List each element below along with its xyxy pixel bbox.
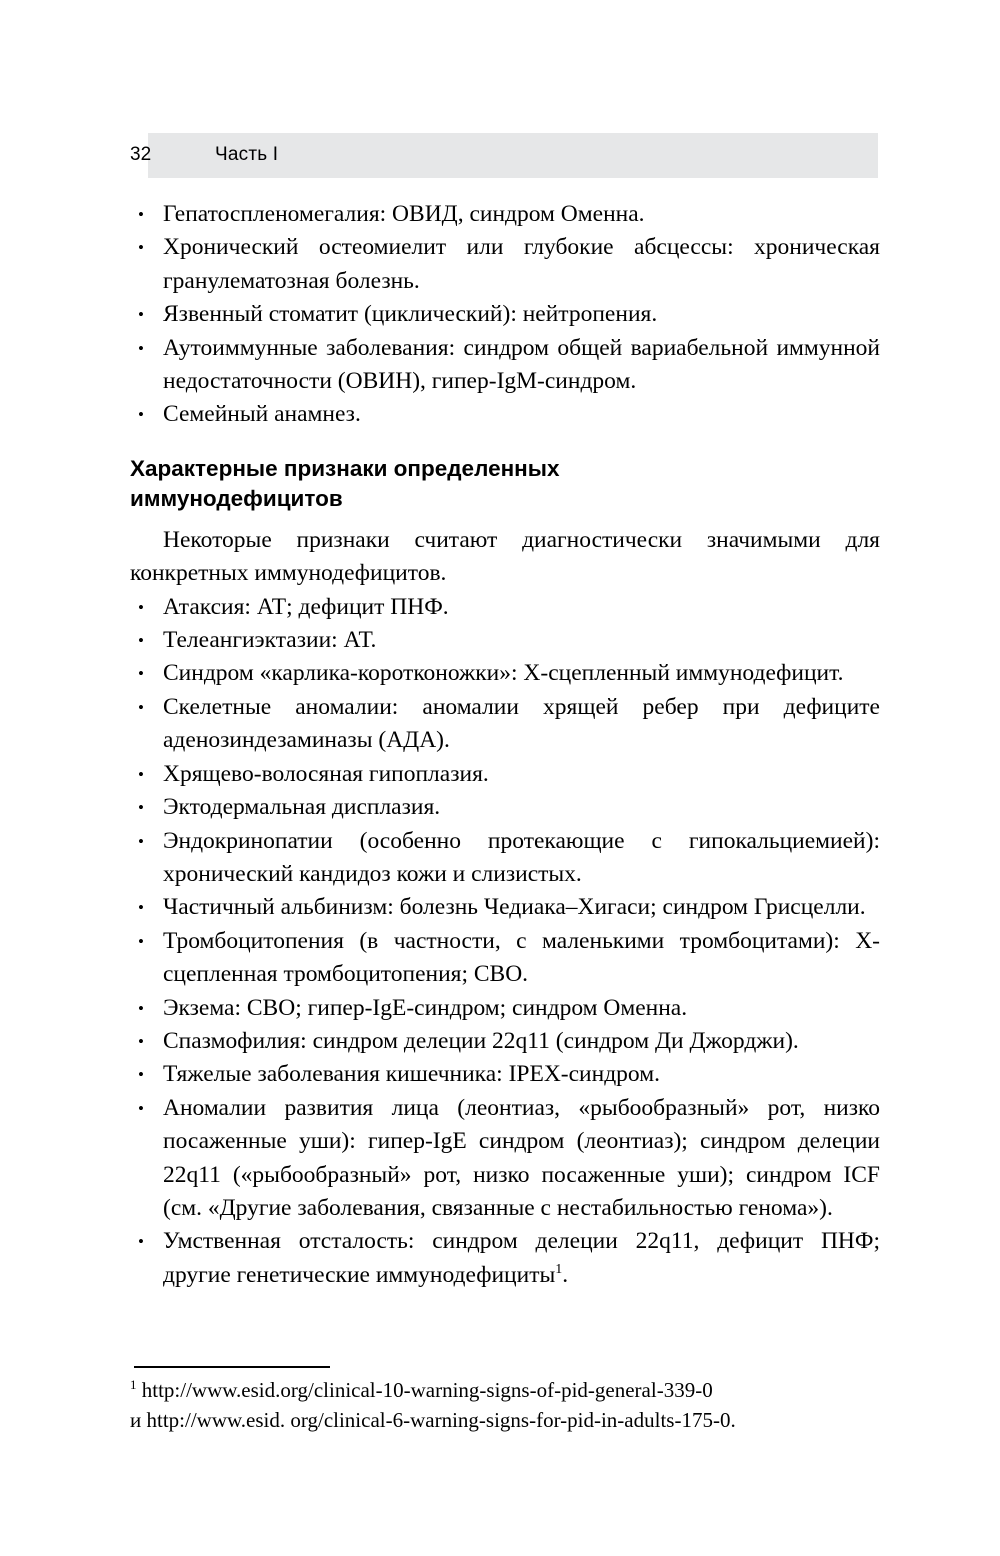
list-item: • Язвенный стоматит (циклический): нейтропения. [130,298,880,331]
list-item: • Эктодермальная дисплазия. [130,791,880,824]
footnote-separator-rule [134,1366,330,1368]
footnote-url-line-1: http://www.esid.org/clinical-10-warning-signs-of-pid-general-339-0 [141,1378,713,1402]
list-item: • Атаксия: АТ; дефицит ПНФ. [130,591,880,624]
list-item-with-footnote: • Умственная отсталость: синдром делеции 22q11, дефицит ПНФ; другие генетические иммунодефициты$^1$. [130,1225,880,1292]
list-item: • Частичный альбинизм: болезнь Чедиака–Хигаси; синдром Грисцелли. [130,891,880,924]
list-item: • Гепатоспленомегалия: ОВИД, синдром Оменна. [130,198,880,231]
running-head-title: Часть I [215,144,279,165]
bullet-list-top [130,198,880,432]
list-item: • Спазмофилия: синдром делеции 22q11 (синдром Ди Джорджи). [130,1025,880,1058]
list-item: • Экзема: СВО; гипер-IgE-синдром; синдром Оменна. [130,992,880,1025]
list-item: • Хронический остеомиелит или глубокие абсцессы: хроническая гранулематозная болезнь. [130,231,880,298]
footnote-block [130,1366,890,1435]
page-number: 32 [130,144,152,165]
footnote-text [130,1375,890,1435]
list-item: • Тяжелые заболевания кишечника: IPEX-синдром. [130,1058,880,1091]
page-content [130,198,880,1292]
list-item: • Аномалии развития лица (леонтиаз, «рыбообразный» рот, низко посаженные уши): гипер-IgE синдром (леонтиаз); синдром делеции 22q11 («рыбообразный» рот, низко посаженные уши); синдром ICF (см. «Другие заболевания, связанные с нестабильностью генома»). [130,1092,880,1226]
section-heading-line-1: Характерные признаки определенных [130,455,560,481]
list-item: • Аутоиммунные заболевания: синдром общей вариабельной иммунной недостаточности (ОВИН), гипер-IgM-синдром. [130,332,880,399]
footnote-url-line-2: и http://www.esid. org/clinical-6-warning-signs-for-pid-in-adults-175-0. [130,1408,736,1432]
list-item: • Синдром «карлика-коротконожки»: Х-сцепленный иммунодефицит. [130,657,880,690]
list-item: • Скелетные аномалии: аномалии хрящей ребер при дефиците аденозиндезаминазы (АДА). [130,691,880,758]
list-item-text: Умственная отсталость: синдром делеции 22q11, дефицит ПНФ; другие генетические иммунодефициты [163,1228,880,1288]
list-item: • Тромбоцитопения (в частности, с маленькими тромбоцитами): Х-сцепленная тромбоцитопения; СВО. [130,925,880,992]
section-heading [130,454,690,514]
bullet-list-main [130,591,880,1293]
list-item: • Семейный анамнез. [130,398,880,431]
list-item: • Телеангиэктазии: АТ. [130,624,880,657]
running-head [130,133,878,178]
list-item: • Хрящево-волосяная гипоплазия. [130,758,880,791]
list-item: • Эндокринопатии (особенно протекающие с гипокальциемией): хронический кандидоз кожи и слизистых. [130,825,880,892]
intro-paragraph: Некоторые признаки считают диагностически значимыми для конкретных иммунодефицитов. [130,526,880,587]
footnote-reference-marker: 1 [555,1261,563,1277]
footnote-marker: 1 [130,1377,137,1392]
section-heading-line-2: иммунодефицитов [130,485,343,511]
